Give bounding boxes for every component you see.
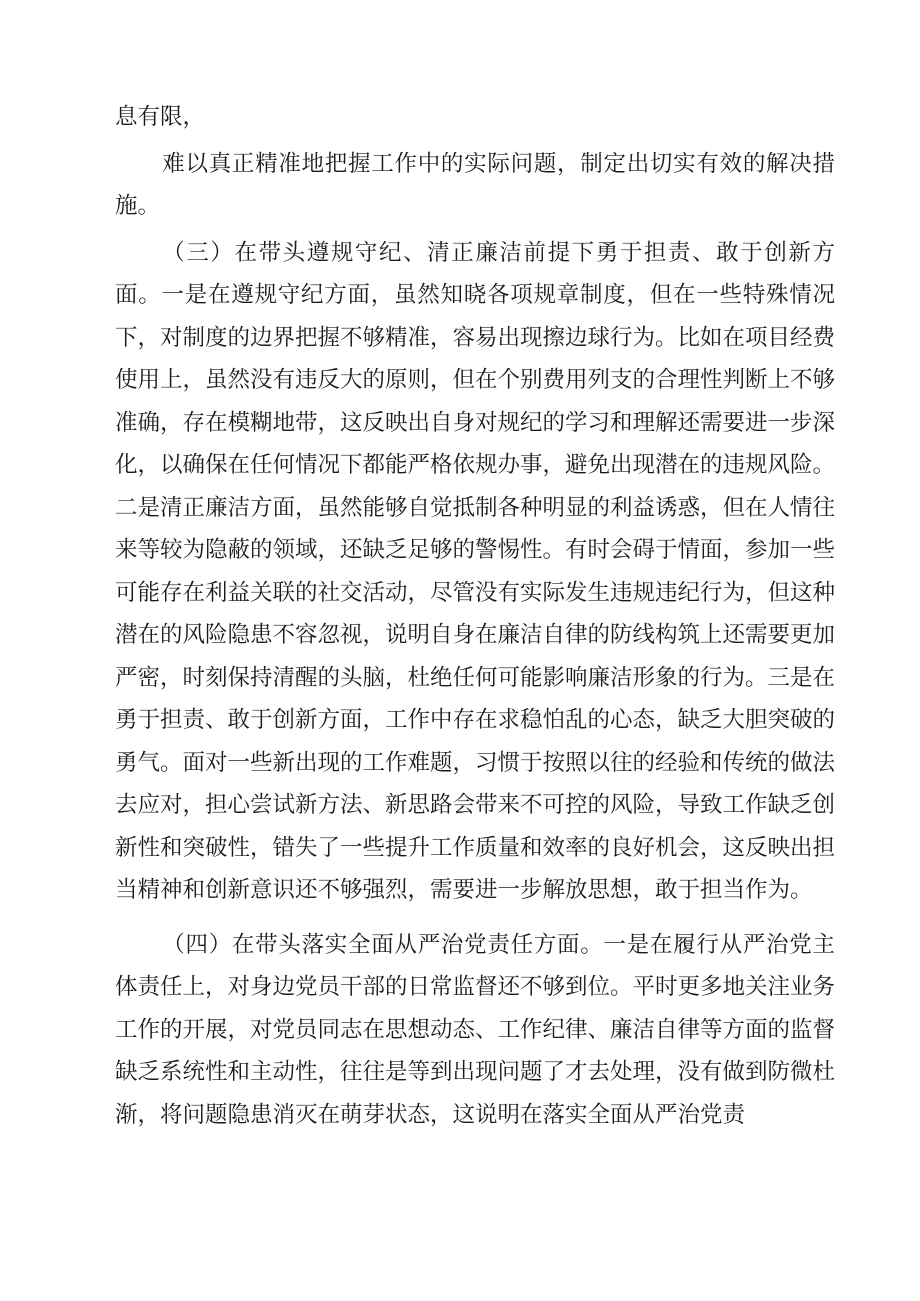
document-body	[115, 96, 835, 1136]
paragraph-section-three: （三）在带头遵规守纪、清正廉洁前提下勇于担责、敢于创新方面。一是在遵规守纪方面，虽然知晓各项规章制度，但在一些特殊情况下，对制度的边界把握不够精准，容易出现擦边球行为。比如在项目经费使用上，虽然没有违反大的原则，但在个别费用列支的合理性判断上不够准确，存在模糊地带，这反映出自身对规纪的学习和理解还需要进一步深化，以确保在任何情况下都能严格依规办事，避免出现潜在的违规风险。二是清正廉洁方面，虽然能够自觉抵制各种明显的利益诱惑，但在人情往来等较为隐蔽的领域，还缺乏足够的警惕性。有时会碍于情面，参加一些可能存在利益关联的社交活动，尽管没有实际发生违规违纪行为，但这种潜在的风险隐患不容忽视，说明自身在廉洁自律的防线构筑上还需要更加严密，时刻保持清醒的头脑，杜绝任何可能影响廉洁形象的行为。三是在勇于担责、敢于创新方面，工作中存在求稳怕乱的心态，缺乏大胆突破的勇气。面对一些新出现的工作难题，习惯于按照以往的经验和传统的做法去应对，担心尝试新方法、新思路会带来不可控的风险，导致工作缺乏创新性和突破性，错失了一些提升工作质量和效率的良好机会，这反映出担当精神和创新意识还不够强烈，需要进一步解放思想，敢于担当作为。	[115, 239, 836, 903]
paragraph-continuation: 息有限，	[115, 104, 206, 130]
paragraph-conclusion: 难以真正精准地把握工作中的实际问题，制定出切实有效的解决措施。	[115, 150, 835, 219]
paragraph-section-four: （四）在带头落实全面从严治党责任方面。一是在履行从严治党主体责任上，对身边党员干部的日常监督还不够到位。平时更多地关注业务工作的开展，对党员同志在思想动态、工作纪律、廉洁自律等方面的监督缺乏系统性和主动性，往往是等到出现问题了才去处理，没有做到防微杜渐，将问题隐患消灭在萌芽状态，这说明在落实全面从严治党责	[115, 931, 836, 1128]
